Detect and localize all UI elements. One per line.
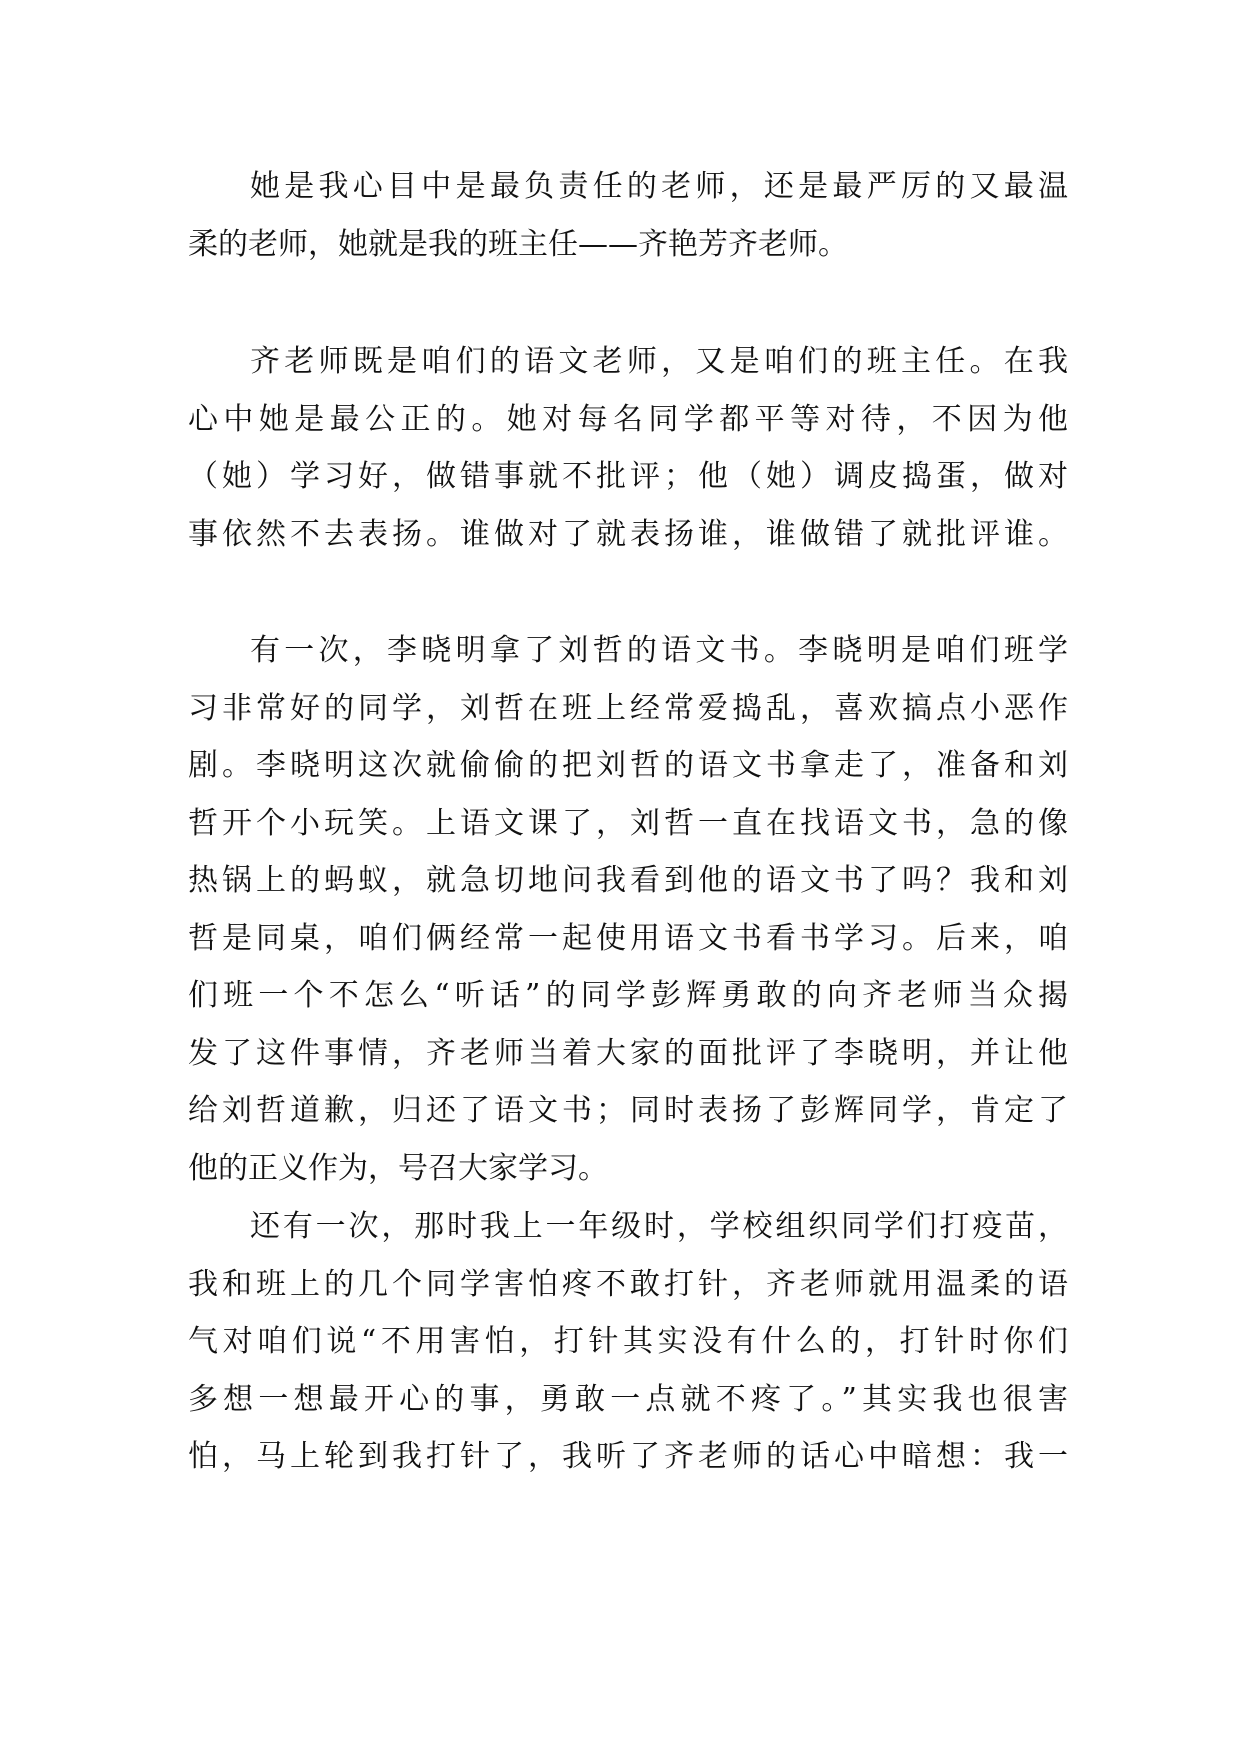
paragraph-4 [188,1198,1068,1486]
paragraph-3 [188,622,1068,1197]
text-line: 我和班上的几个同学害怕疼不敢打针，齐老师就用温柔的语 [188,1266,1068,1302]
text-line: 给刘哲道歉，归还了语文书；同时表扬了彭辉同学，肯定了 [188,1093,1068,1128]
text-line: 她是我心目中是最负责任的老师，还是最严厉的又最温 [250,169,1068,204]
text-line: 心中她是最公正的。她对每名同学都平等对待，不因为他 [188,401,1068,437]
text-line: 有一次，李晓明拿了刘哲的语文书。李晓明是咱们班学 [250,633,1068,668]
text-line: 气对咱们说“不用害怕，打针其实没有什么的，打针时你们 [188,1324,1068,1359]
text-line: （她）学习好，做错事就不批评；他（她）调皮捣蛋，做对 [188,459,1068,494]
text-line: 热锅上的蚂蚁，就急切地问我看到他的语文书了吗？我和刘 [188,863,1068,898]
text-line: 哲开个小玩笑。上语文课了，刘哲一直在找语文书，急的像 [188,805,1068,841]
text-line: 发了这件事情，齐老师当着大家的面批评了李晓明，并让他 [188,1035,1068,1071]
text-line: 事依然不去表扬。谁做对了就表扬谁，谁做错了就批评谁。 [188,516,1068,552]
text-line: 剧。李晓明这次就偷偷的把刘哲的语文书拿走了，准备和刘 [188,748,1068,783]
text-line: 柔的老师，她就是我的班主任——齐艳芳齐老师。 [188,226,848,262]
text-line: 怕，马上轮到我打针了，我听了齐老师的话心中暗想：我一 [188,1439,1068,1474]
text-line: 多想一想最开心的事，勇敢一点就不疼了。”其实我也很害 [188,1381,1068,1417]
paragraph-1 [188,158,1068,273]
text-line: 们班一个不怎么“听话”的同学彭辉勇敢的向齐老师当众揭 [188,978,1068,1013]
text-line: 还有一次，那时我上一年级时，学校组织同学们打疫苗， [250,1209,1068,1244]
text-line: 习非常好的同学，刘哲在班上经常爱捣乱，喜欢搞点小恶作 [188,690,1068,726]
text-line: 哲是同桌，咱们俩经常一起使用语文书看书学习。后来，咱 [188,920,1068,956]
text-line: 他的正义作为，号召大家学习。 [188,1150,608,1186]
text-line: 齐老师既是咱们的语文老师，又是咱们的班主任。在我 [250,344,1068,379]
paragraph-2 [188,333,1068,563]
